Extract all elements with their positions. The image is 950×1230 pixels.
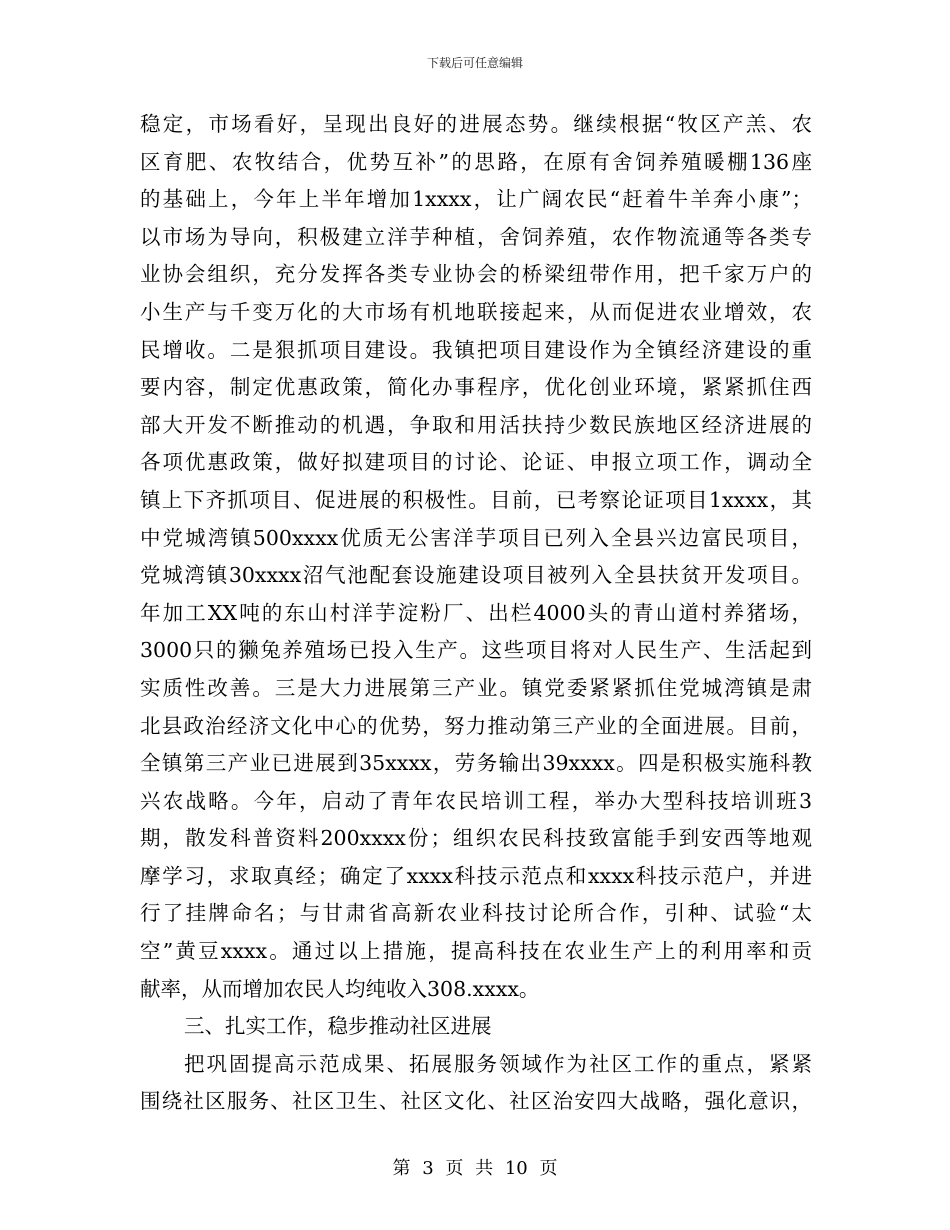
text-line: 镇上下齐抓项目、促进展的积极性。目前，已考察论证项目1xxxx，其 xyxy=(140,487,812,512)
text-line: 民增收。二是狠抓项目建设。我镇把项目建设作为全镇经济建设的重 xyxy=(140,337,812,362)
section-heading: 三、扎实工作，稳步推动社区进展 xyxy=(184,1014,492,1039)
text-line: 小生产与千变万化的大市场有机地联接起来，从而促进农业增效，农 xyxy=(140,299,812,324)
page-header: 下载后可任意编辑 xyxy=(426,56,523,70)
text-line: 业协会组织，充分发挥各类专业协会的桥梁纽带作用，把千家万户的 xyxy=(140,262,812,287)
text-line: 党城湾镇30xxxx沼气池配套设施建设项目被列入全县扶贫开发项目。 xyxy=(140,563,812,588)
text-line: 稳定，市场看好，呈现出良好的进展态势。继续根据“牧区产羔、农 xyxy=(140,112,812,136)
body-text xyxy=(140,106,812,1121)
text-line: 年加工XX吨的东山村洋芋淀粉厂、出栏4000头的青山道村养猪场， xyxy=(140,600,812,625)
text-line: 期，散发科普资料200xxxx份；组织农民科技致富能手到安西等地观 xyxy=(140,826,812,851)
text-line: 摩学习，求取真经；确定了xxxx科技示范点和xxxx科技示范户，并进 xyxy=(140,863,812,888)
text-line: 北县政治经济文化中心的优势，努力推动第三产业的全面进展。目前， xyxy=(140,713,812,738)
text-line: 空”黄豆xxxx。通过以上措施，提高科技在农业生产上的利用率和贡 xyxy=(140,939,812,964)
text-line: 区育肥、农牧结合，优势互补”的思路，在原有舍饲养殖暖棚136座 xyxy=(140,149,812,174)
text-line: 围绕社区服务、社区卫生、社区文化、社区治安四大战略，强化意识， xyxy=(140,1089,812,1114)
text-line: 各项优惠政策，做好拟建项目的讨论、论证、申报立项工作，调动全 xyxy=(140,450,812,475)
page-footer: 第 3 页 共 10 页 xyxy=(392,1158,558,1179)
text-line: 献率，从而增加农民人均纯收入308.xxxx。 xyxy=(140,976,540,1001)
text-line: 中党城湾镇500xxxx优质无公害洋芋项目已列入全县兴边富民项目， xyxy=(140,525,812,550)
text-line: 部大开发不断推动的机遇，争取和用活扶持少数民族地区经济进展的 xyxy=(140,412,812,437)
text-line: 要内容，制定优惠政策，简化办事程序，优化创业环境，紧紧抓住西 xyxy=(140,375,812,400)
text-line: 全镇第三产业已进展到35xxxx，劳务输出39xxxx。四是积极实施科教 xyxy=(140,751,812,776)
text-line: 把巩固提高示范成果、拓展服务领域作为社区工作的重点，紧紧 xyxy=(184,1051,812,1076)
text-line: 兴农战略。今年，启动了青年农民培训工程，举办大型科技培训班3 xyxy=(140,788,812,813)
text-line: 3000只的獭兔养殖场已投入生产。这些项目将对人民生产、生活起到 xyxy=(140,638,812,663)
text-line: 的基础上，今年上半年增加1xxxx，让广阔农民“赶着牛羊奔小康”； xyxy=(140,187,812,212)
text-line: 行了挂牌命名；与甘肃省高新农业科技讨论所合作，引种、试验“太 xyxy=(140,901,812,926)
text-line: 以市场为导向，积极建立洋芋种植，舍饲养殖，农作物流通等各类专 xyxy=(140,224,812,249)
text-line: 实质性改善。三是大力进展第三产业。镇党委紧紧抓住党城湾镇是肃 xyxy=(140,675,812,700)
